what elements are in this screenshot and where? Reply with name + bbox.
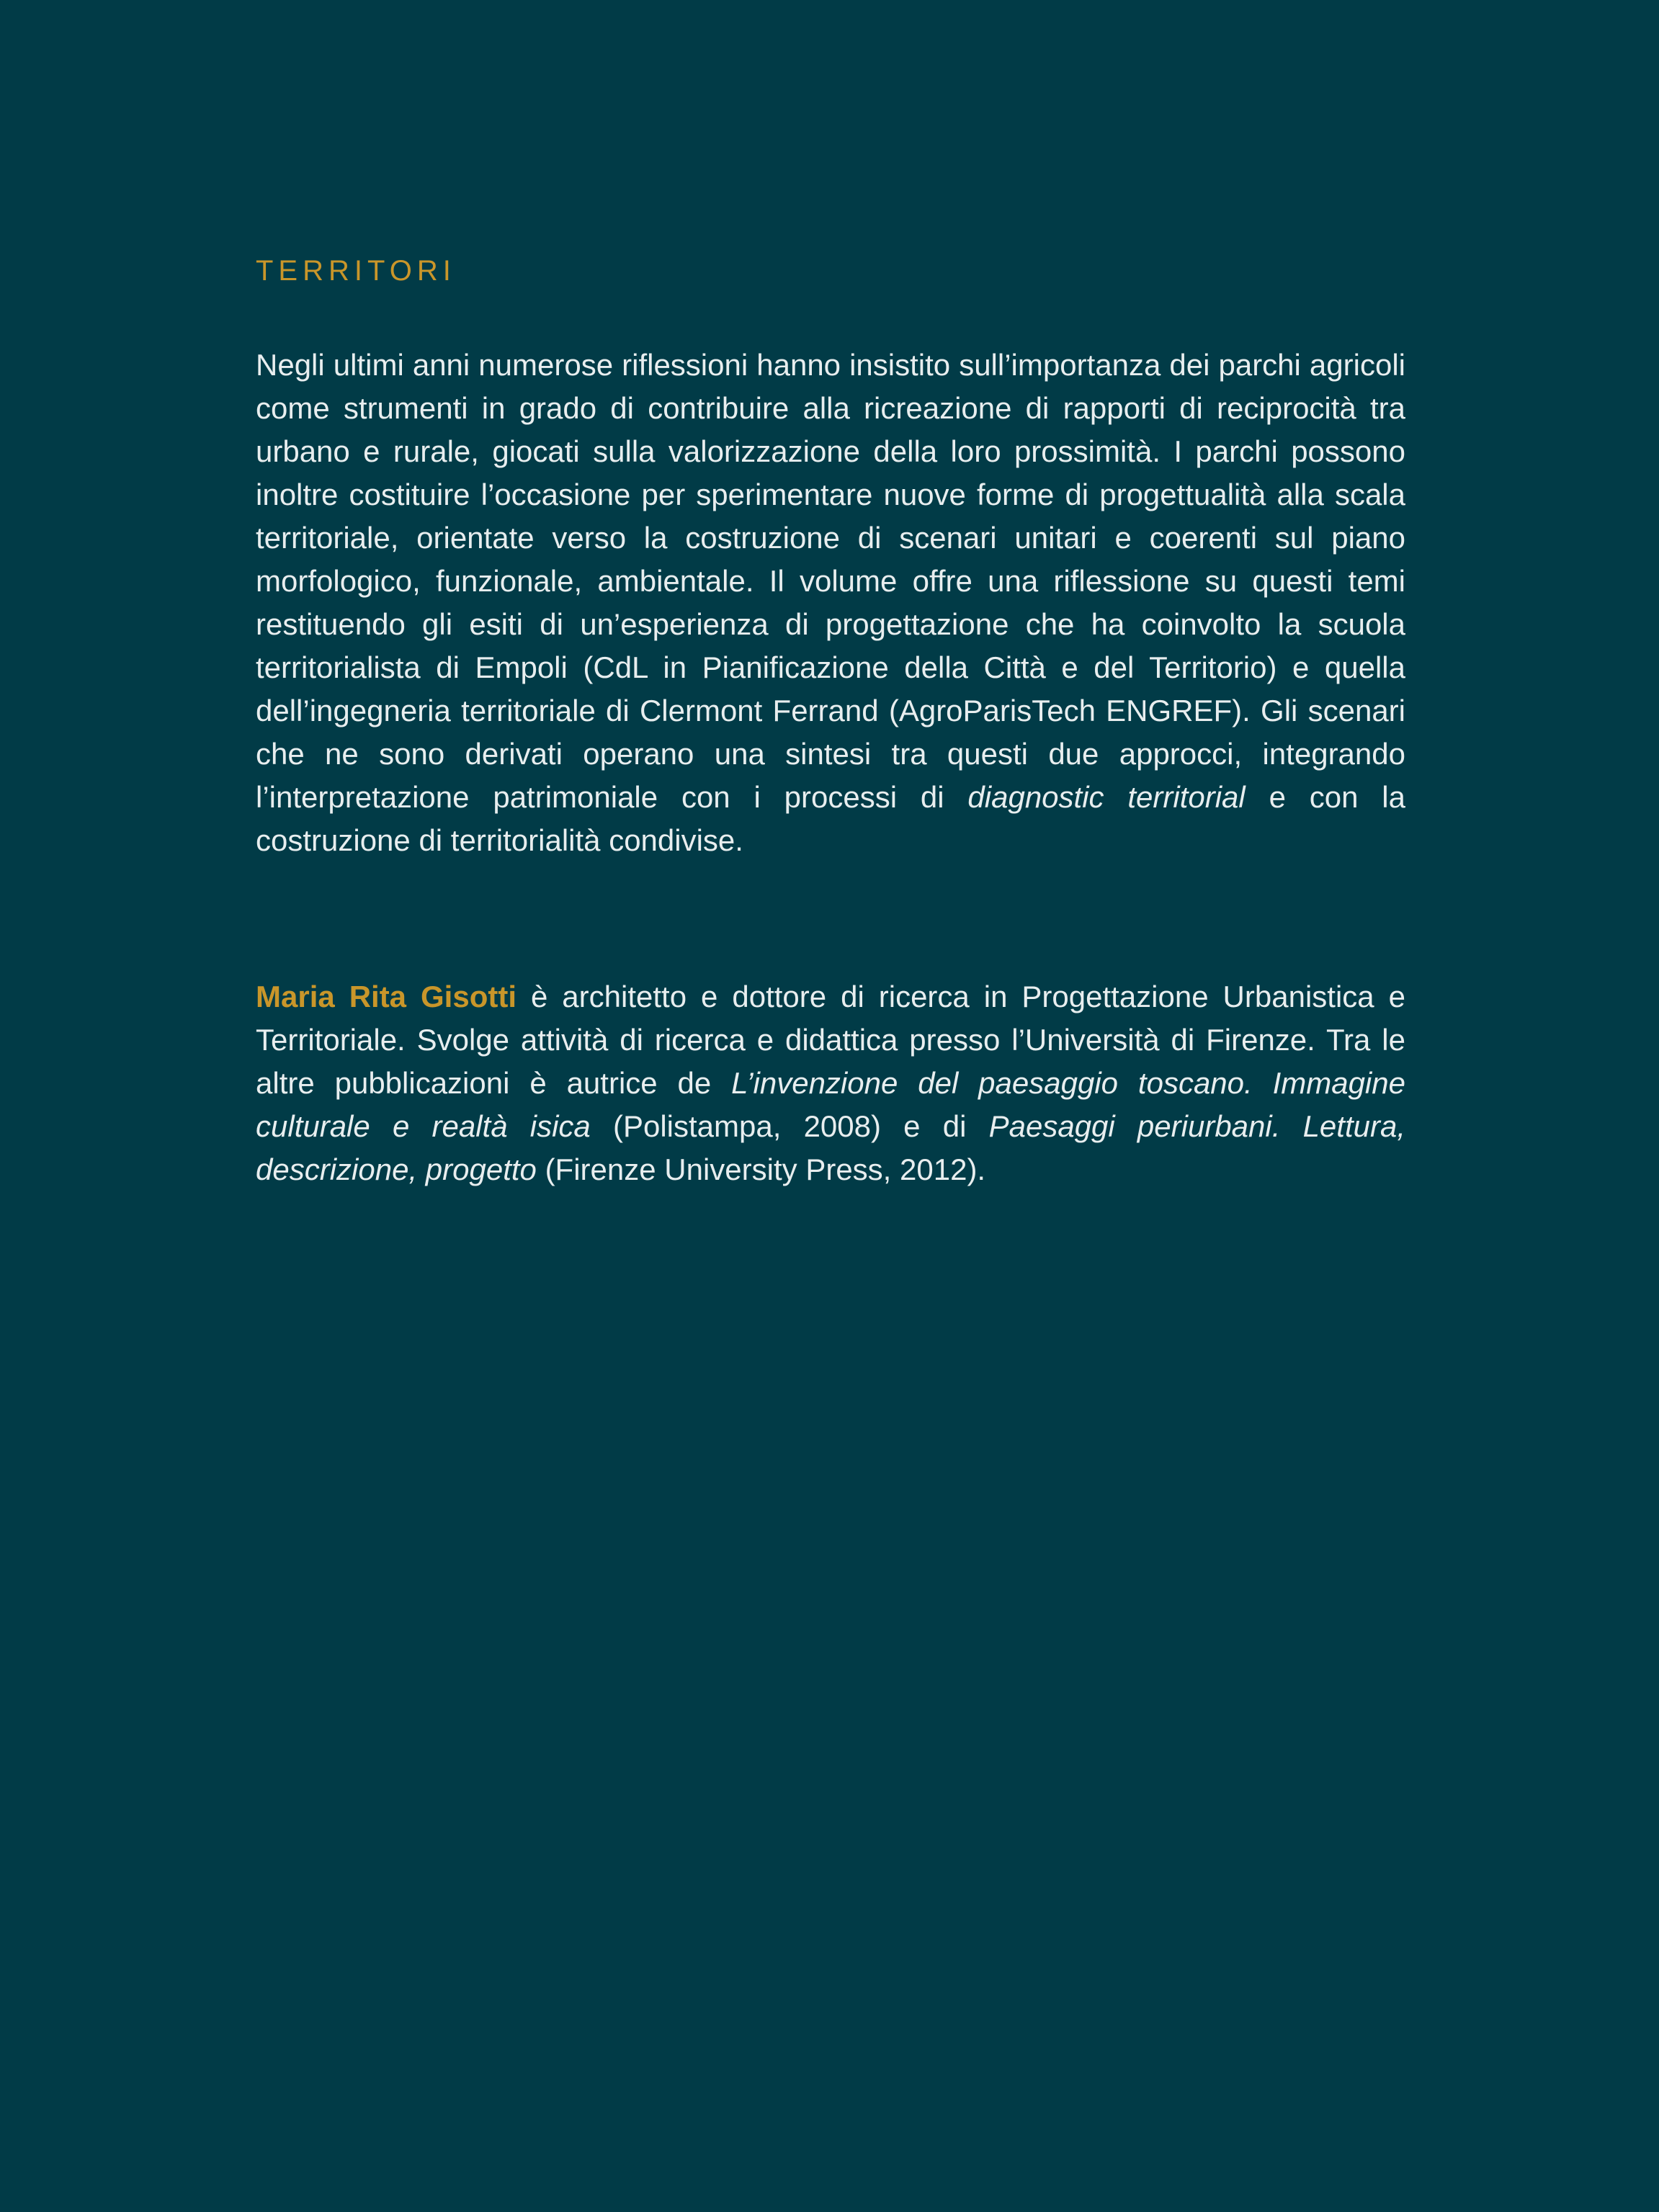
author-bio [256, 975, 1405, 1191]
series-label: TERRITORI [256, 255, 456, 287]
book1-title: L’invenzione del paesaggio toscano. Immagine culturale e realtà isica [256, 1066, 1405, 1143]
book1-info: (Polistampa, 2008) e di [590, 1109, 989, 1143]
book-blurb [256, 344, 1405, 862]
blurb-italic-term: diagnostic territorial [967, 780, 1246, 814]
blurb-text-part2: e con la costruzione di territorialità condivise. [256, 780, 1405, 857]
book2-info: (Firenze University Press, 2012). [536, 1152, 986, 1186]
bio-text-part1: è architetto e dottore di ricerca in Progettazione Urbanistica e Territoriale. Svolge attività di ricerca e didattica presso l’Università di Firenze. Tra le altre pubblicazioni è autrice de [256, 980, 1405, 1100]
book2-title: Paesaggi periurbani. Lettura, descrizione, progetto [256, 1109, 1406, 1186]
author-name: Maria Rita Gisotti [256, 980, 517, 1013]
blurb-text-part1: Negli ultimi anni numerose riflessioni hanno insistito sull’importanza dei parchi agricoli come strumenti in grado di contribuire alla ricreazione di rapporti di reciprocità tra urbano e rurale, giocati sulla valorizzazione della loro prossimità. I parchi possono inoltre costituire l’occasione per sperimentare nuove forme di progettualità alla scala territoriale, orientate verso la costruzione di scenari unitari e coerenti sul piano morfologico, funzionale, ambientale. Il volume offre una riflessione su questi temi restituendo gli esiti di un’esperienza di progettazione che ha coinvolto la scuola territorialista di Empoli (CdL in Pianificazione della Città e del Territorio) e quella dell’ingegneria territoriale di Clermont Ferrand (AgroParisTech ENGREF). Gli scenari che ne sono derivati operano una sintesi tra questi due approcci, integrando l’interpretazione patrimoniale con i processi di [256, 348, 1405, 814]
